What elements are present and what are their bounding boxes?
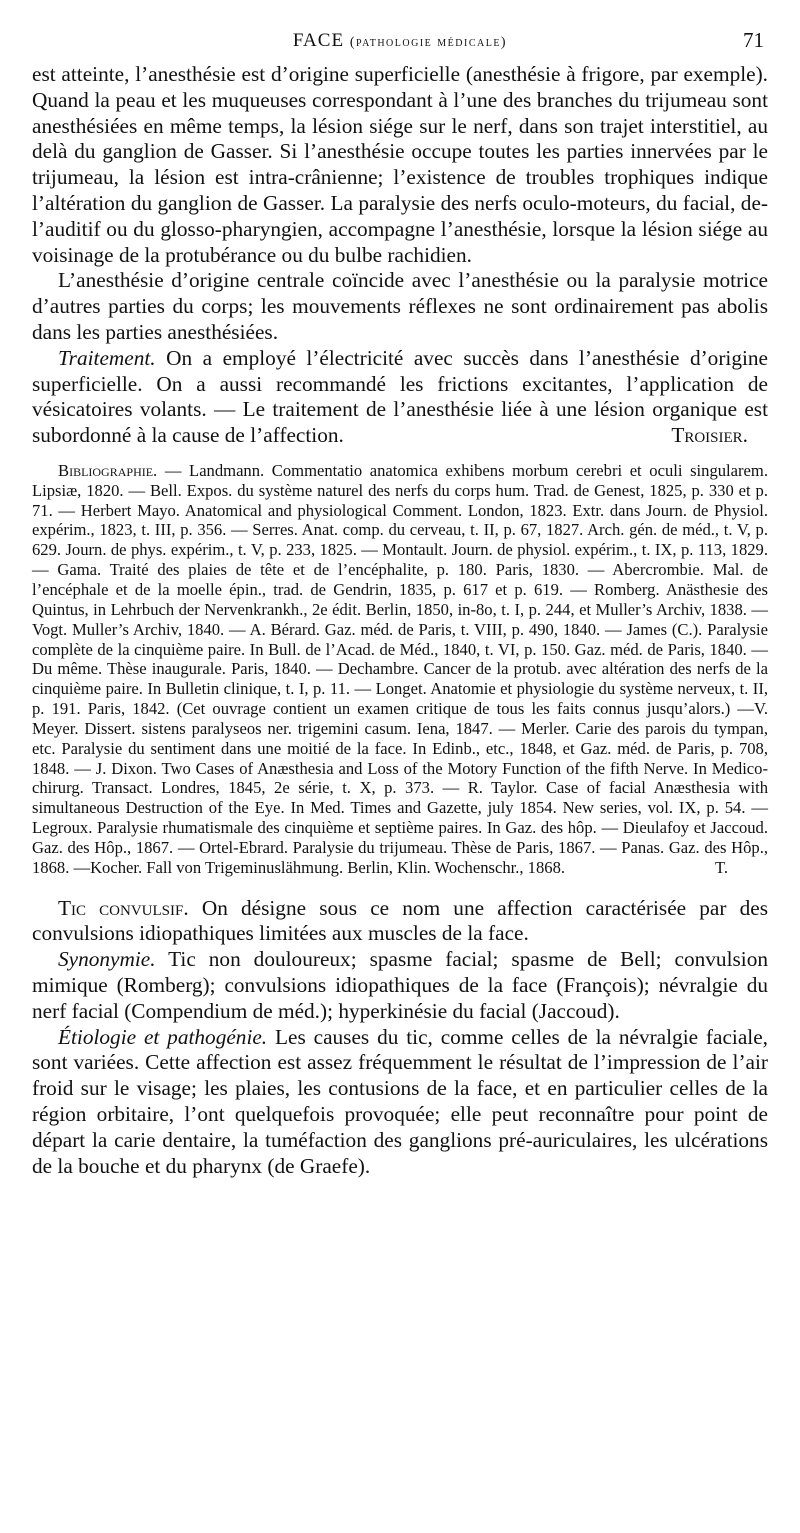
page-number: 71 — [743, 28, 764, 52]
tic-definition-text: On désigne sous ce nom une affection caractérisée par des convulsions idiopathiques limitées aux muscles de la face. — [32, 895, 768, 946]
synonymie-text: Tic non douloureux; spasme facial; spasme de Bell; convulsion mimique (Romberg); convulsions idiopathiques de la face (François); névralgie du nerf facial (Compendium de méd.); hyperkinésie du facial (Jaccoud). — [32, 947, 768, 1023]
bibliography — [32, 461, 768, 878]
section-anesthesie — [32, 62, 768, 449]
author-signature: Troisier. — [671, 423, 748, 448]
etiologie-label: Étiologie et pathogénie. — [58, 1024, 268, 1049]
paragraph-tic-definition — [32, 896, 768, 948]
traitement-label: Traitement. — [58, 345, 156, 370]
bibliography-label: Bibliographie. — [58, 460, 158, 480]
paragraph-etiologie — [32, 1025, 768, 1180]
bibliography-signature: T. — [714, 857, 728, 877]
bibliography-entries: — Landmann. Commentatio anatomica exhibens morbum cerebri et oculi singularem. Lipsiæ, 1820. — Bell. Expos. du système naturel des nerfs du corps hum. Trad. de Genest, 1825, p. 330 et p. 71. — Herbert Mayo. Anatomical and physiological Comment. London, 1823. Extr. dans Journ. de Physiol. expérim., 1823, t. III, p. 356. — Serres. Anat. comp. du cerveau, t. II, p. 67, 1827. Arch. gén. de méd., t. V, p. 629. Journ. de phys. expérim., t. V, p. 233, 1825. — Montault. Journ. de physiol. expérim., t. IX, p. 113, 1829. — Gama. Traité des plaies de tête et de l’encéphalite, p. 180. Paris, 1830. — Abercrombie. Mal. de l’encéphale et de la moelle épin., trad. de Gendrin, 1835, p. 617 et p. 619. — Romberg. Anästhesie des Quintus, in Lehrbuch der Nervenkrankh., 2e édit. Berlin, 1850, in-8o, t. I, p. 244, et Muller’s Archiv, 1838. — Vogt. Muller’s Archiv, 1840. — A. Bérard. Gaz. méd. de Paris, t. VIII, p. 490, 1840. — James (C.). Paralysie complète de la cinquième paire. In Bull. de l’Acad. de Méd., 1840, t. VI, p. 150. Gaz. méd. de Paris, 1840. — Du même. Thèse inaugurale. Paris, 1840. — Dechambre. Cancer de la protub. avec altération des nerfs de la cinquième paire. In Bulletin clinique, t. I, p. 11. — Longet. Anatomie et physiologie du système nerveux, t. II, p. 191. Paris, 1842. (Cet ouvrage contient un examen critique de tous les faits connus jusqu’alors.) —V. Meyer. Dissert. sistens paralyseos ner. trigemini casum. Iena, 1847. — Merler. Carie des parois du tympan, etc. Paralysie du sentiment dans une moitié de la face. In Edinb., etc., 1848, et Gaz. méd. de Paris, p. 708, 1848. — J. Dixon. Two Cases of Anæsthesia and Loss of the Motory Function of the fifth Nerve. In Medico-chirurg. Transact. Londres, 1845, 2e série, t. X, p. 373. — R. Taylor. Case of facial Anæsthesia with simultaneous Destruction of the Eye. In Med. Times and Gazette, july 1854. New series, vol. IX, p. 54. — Legroux. Paralysie rhumatismale des cinquième et septième paires. In Gaz. des hôp. — Dieulafoy et Jaccoud. Gaz. des Hôp., 1867. — Ortel-Ebrard. Paralysie du trijumeau. Thèse de Paris, 1867. — Panas. Gaz. des Hôp., 1868. —Kocher. Fall von Trigeminuslähmung. Berlin, Klin. Wochenschr., 1868. — [32, 460, 768, 877]
paragraph-traitement — [32, 346, 768, 449]
document-page — [32, 26, 768, 1179]
paragraph-synonymie — [32, 947, 768, 1024]
etiologie-text: Les causes du tic, comme celles de la névralgie faciale, sont variées. Cette affection est assez fréquemment le résultat de l’impression de l’air froid sur le visage; les plaies, les contusions de la face, et en particulier celles de la région orbitaire, l’ont quelquefois provoquée; elle peut reconnaître pour point de départ la carie dentaire, la tuméfaction des ganglions pré-auriculaires, les ulcérations de la bouche et du pharynx (de Graefe). — [32, 1024, 768, 1178]
running-title-main: FACE — [292, 30, 345, 51]
running-title-sub: (pathologie médicale) — [349, 35, 508, 50]
paragraph-origine-centrale: L’anesthésie d’origine centrale coïncide avec l’anesthésie ou la paralysie motrice d’autres parties du corps; les mouvements réflexes ne sont ordinairement pas abolis dans les parties anesthésiées. — [32, 268, 768, 344]
page-header — [32, 26, 768, 62]
bibliography-text — [32, 461, 768, 878]
running-title — [32, 30, 768, 52]
traitement-text: On a employé l’électricité avec succès dans l’anesthésie d’origine superficielle. On a aussi recommandé les frictions excitantes, l’application de vésicatoires volants. — Le traitement de l’anesthésie liée à une lésion organique est subordonné à la cause de l’affection. — [32, 345, 769, 448]
section-tic-convulsif — [32, 896, 768, 1180]
paragraph-localisation: est atteinte, l’anesthésie est d’origine superficielle (anesthésie à frigore, par exemple). Quand la peau et les muqueuses correspondant à l’une des branches du trijumeau sont anesthésiées en même temps, la lésion siége sur le nerf, dans son trajet interstitiel, au delà du ganglion de Gasser. Si l’anesthésie occupe toutes les parties innervées par le trijumeau, la lésion est intra-crânienne; l’existence de troubles trophiques indique l’altération du ganglion de Gasser. La paralysie des nerfs oculo-moteurs, du facial, de-l’auditif ou du glosso-pharyngien, accompagne l’anesthésie, lorsque la lésion siége au voisinage de la protubérance ou du bulbe rachidien. — [32, 62, 768, 267]
section-title-tic: Tic convulsif. — [58, 895, 189, 920]
synonymie-label: Synonymie. — [58, 947, 156, 972]
